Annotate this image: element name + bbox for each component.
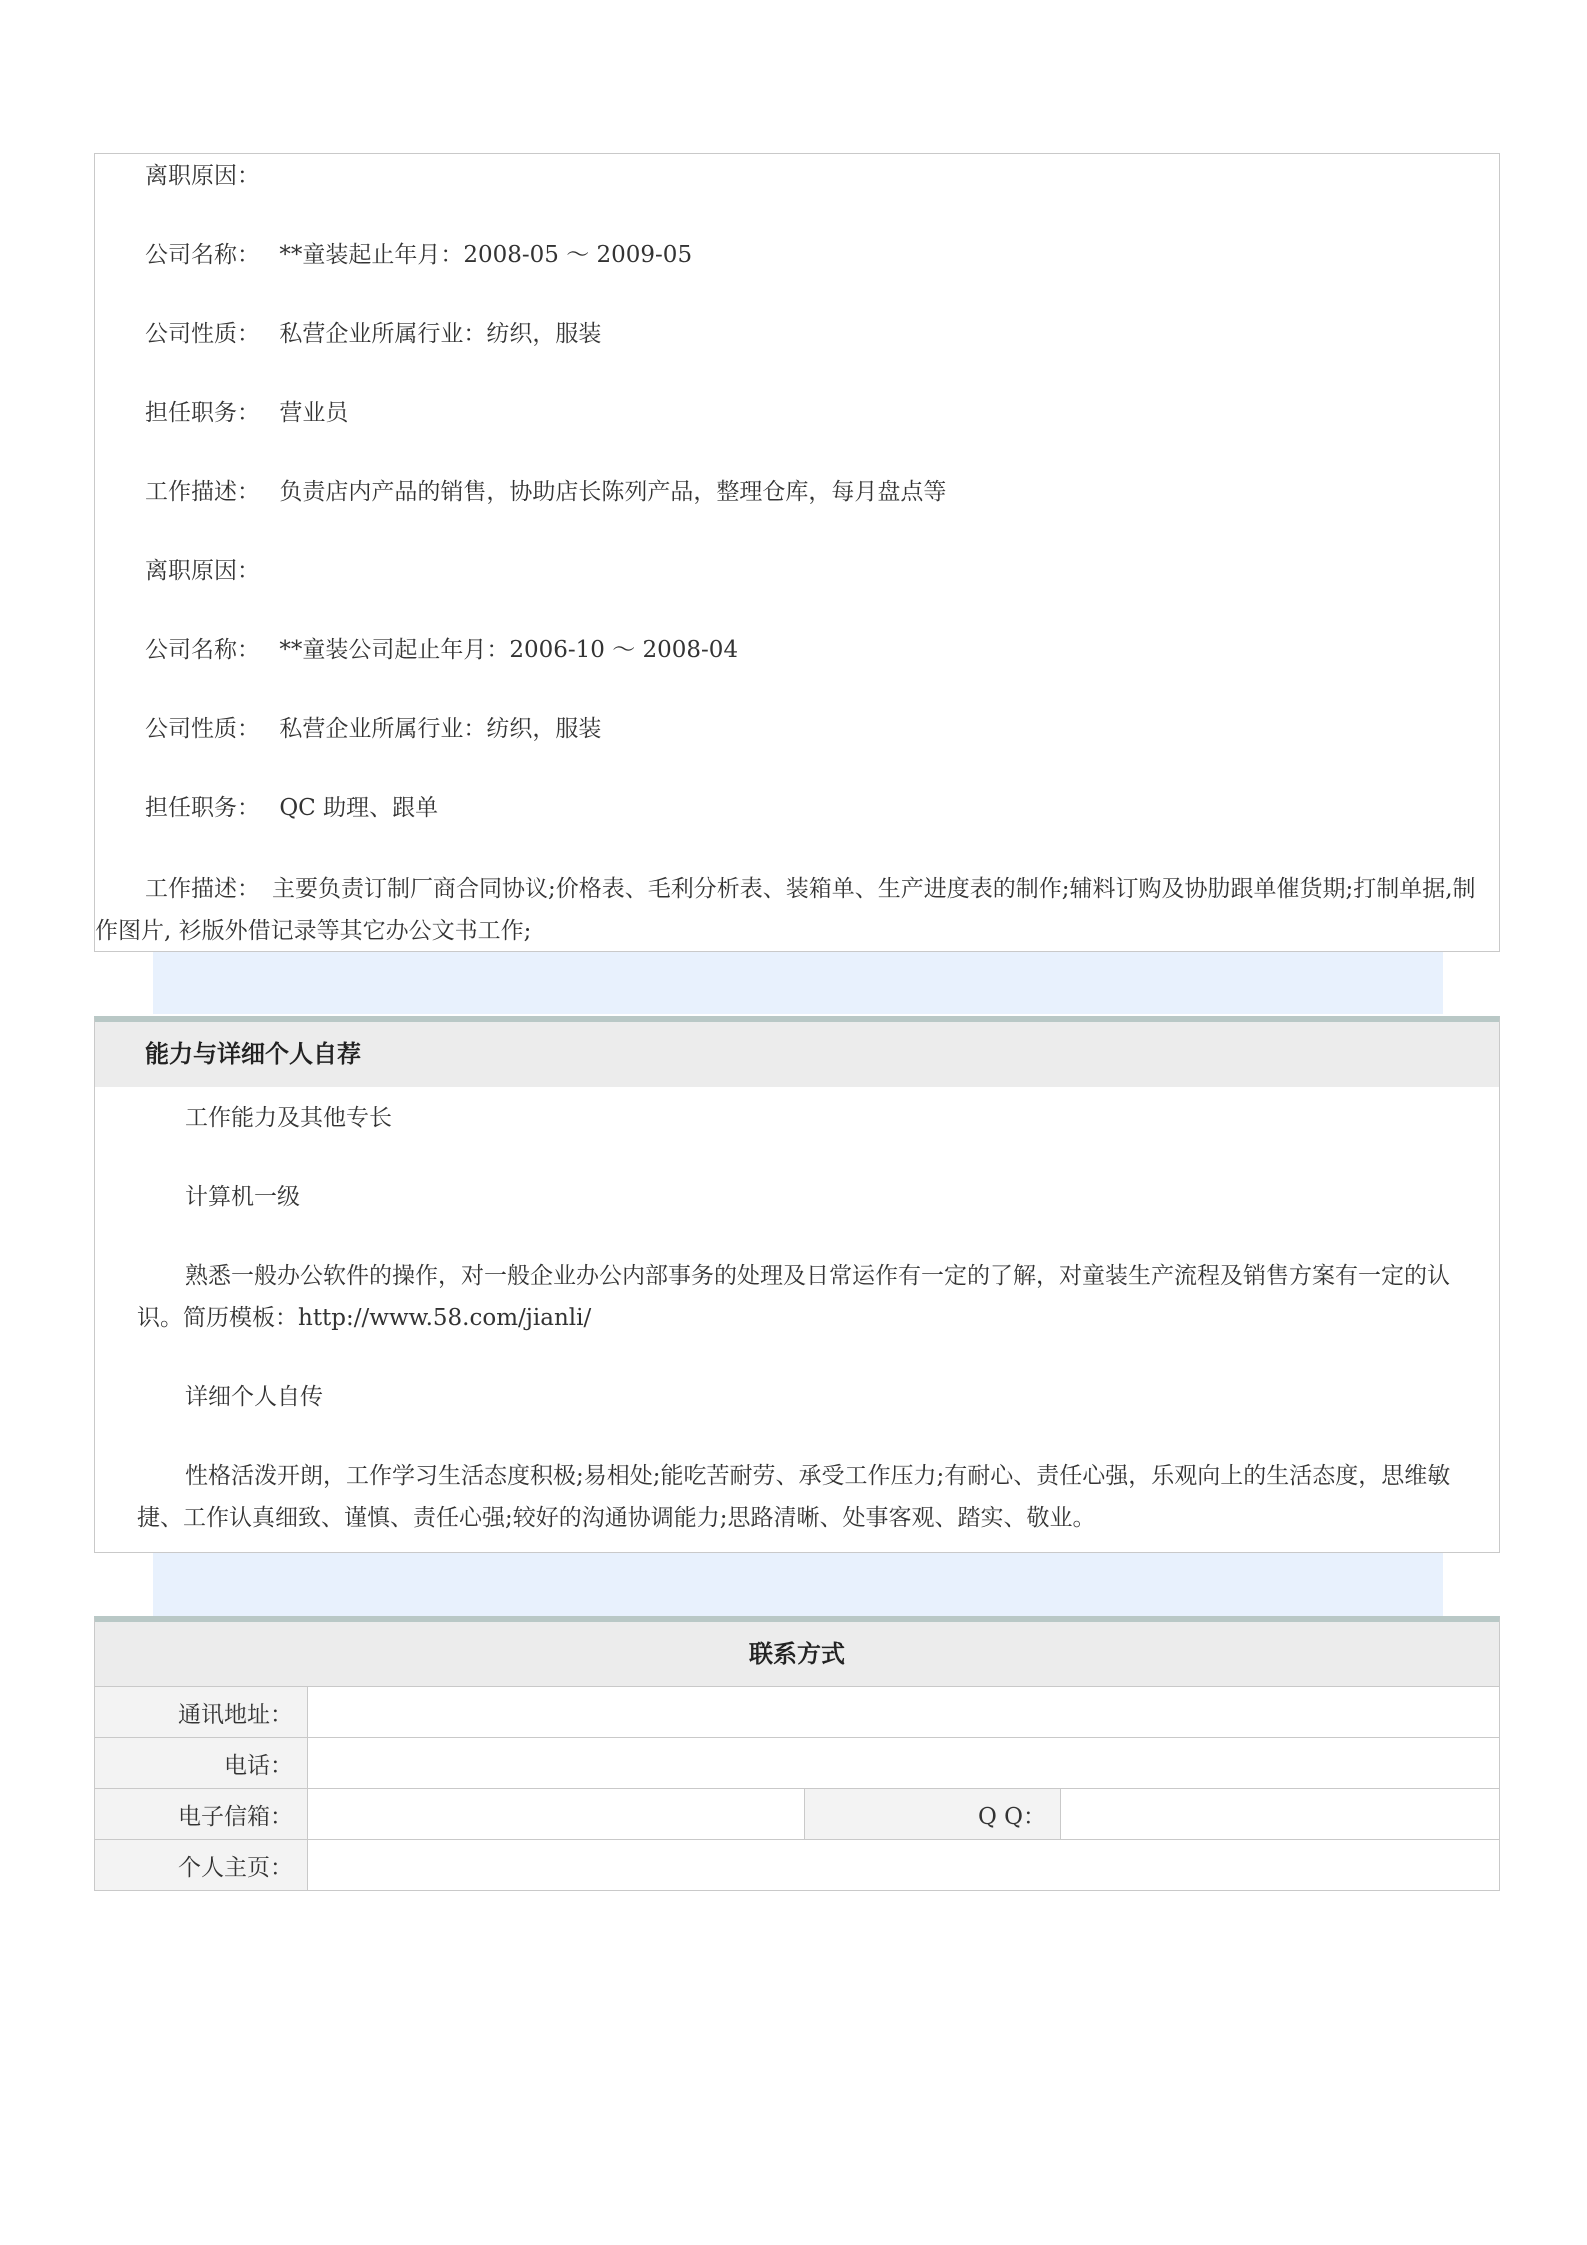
position-row [145, 788, 438, 828]
job-description-value: 负责店内产品的销售，协助店长陈列产品，整理仓库，每月盘点等 [279, 479, 947, 505]
table-row [95, 1840, 1500, 1891]
job-description-label: 工作描述： [145, 479, 260, 505]
company-nature-row [145, 314, 601, 354]
section-spacer [153, 952, 1443, 1014]
job-description-label: 工作描述： [145, 876, 260, 902]
autobiography-text: 性格活泼开朗，工作学习生活态度积极;易相处;能吃苦耐劳、承受工作压力;有耐心、责任心强，乐观向上的生活态度，思维敏捷、工作认真细致、谨慎、责任心强;较好的沟通协调能力;思路清晰、处事客观、踏实、敬业。 [137, 1463, 1451, 1531]
company-nature-value: 私营企业所属行业：纺织，服装 [279, 321, 602, 347]
email-label: 电子信箱： [95, 1789, 308, 1840]
contact-table [94, 1686, 1500, 1891]
contact-title: 联系方式 [749, 1639, 845, 1668]
qq-label: Q Q： [805, 1789, 1061, 1840]
leave-reason-label: 离职原因： [145, 163, 260, 189]
table-row [95, 1738, 1500, 1789]
company-label: 公司名称： [145, 637, 260, 663]
qq-value [1061, 1789, 1500, 1840]
job-description-paragraph [95, 868, 1495, 952]
self-recommend-header [94, 1016, 1500, 1087]
autobiography-heading: 详细个人自传 [185, 1384, 323, 1410]
leave-reason-label: 离职原因： [145, 558, 260, 584]
contact-header [94, 1616, 1500, 1686]
company-label: 公司名称： [145, 242, 260, 268]
position-row [145, 393, 348, 433]
table-row [95, 1789, 1500, 1840]
phone-label: 电话： [95, 1738, 308, 1789]
position-label: 担任职务： [145, 400, 260, 426]
company-nature-label: 公司性质： [145, 321, 260, 347]
company-value: **童装起止年月：2008-05 ～ 2009-05 [279, 242, 693, 268]
homepage-label: 个人主页： [95, 1840, 308, 1891]
leave-reason-row [145, 551, 260, 591]
self-recommend-box [94, 1087, 1500, 1553]
company-row [145, 235, 692, 275]
position-label: 担任职务： [145, 795, 260, 821]
skills-description: 熟悉一般办公软件的操作，对一般企业办公内部事务的处理及日常运作有一定的了解，对童装生产流程及销售方案有一定的认识。简历模板：http://www.58.com/jianli/ [137, 1263, 1450, 1331]
company-row [145, 630, 738, 670]
computer-level: 计算机一级 [185, 1184, 300, 1210]
homepage-value [308, 1840, 1500, 1891]
job-description-row [145, 472, 946, 512]
leave-reason-row [145, 156, 260, 196]
address-label: 通讯地址： [95, 1687, 308, 1738]
email-value [308, 1789, 805, 1840]
address-value [308, 1687, 1500, 1738]
work-experience-box [94, 153, 1500, 952]
company-nature-value: 私营企业所属行业：纺织，服装 [279, 716, 602, 742]
skills-heading: 工作能力及其他专长 [185, 1105, 392, 1131]
section-title: 能力与详细个人自荐 [145, 1039, 361, 1068]
section-spacer [153, 1553, 1443, 1616]
company-value: **童装公司起止年月：2006-10 ～ 2008-04 [279, 637, 739, 663]
phone-value [308, 1738, 1500, 1789]
position-value: QC 助理、跟单 [279, 795, 439, 821]
company-nature-row [145, 709, 601, 749]
company-nature-label: 公司性质： [145, 716, 260, 742]
job-description-value: 主要负责订制厂商合同协议;价格表、毛利分析表、装箱单、生产进度表的制作;辅料订购及协肋跟单催货期;打制单据,制作图片, 衫版外借记录等其它办公文书工作; [95, 876, 1476, 944]
table-row [95, 1687, 1500, 1738]
position-value: 营业员 [279, 400, 349, 426]
